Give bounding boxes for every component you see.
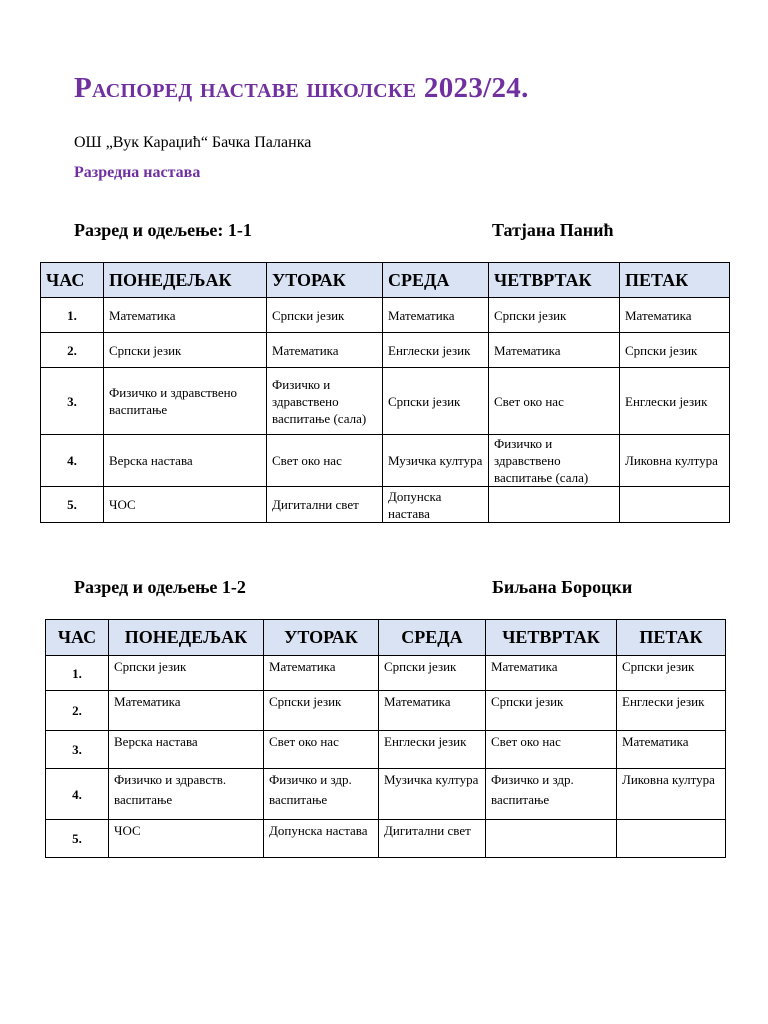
period-number: 4. bbox=[41, 435, 104, 487]
table-cell: Физичко и здр. васпитање bbox=[486, 769, 617, 820]
table-cell: Математика bbox=[104, 298, 267, 333]
header-cell: СРЕДА bbox=[383, 263, 489, 298]
table-cell: Енглески језик bbox=[379, 731, 486, 769]
table-header-row bbox=[41, 263, 730, 298]
period-number: 3. bbox=[46, 731, 109, 769]
class-label: Разред и одељење: 1-1 bbox=[74, 220, 252, 240]
table-cell: Физичко и здравствено васпитање (сала) bbox=[267, 368, 383, 435]
header-cell: ЧАС bbox=[46, 620, 109, 656]
period-number: 1. bbox=[41, 298, 104, 333]
header-cell: ЧЕТВРТАК bbox=[486, 620, 617, 656]
table-row bbox=[46, 656, 726, 691]
table-cell: Српски језик bbox=[109, 656, 264, 691]
table-cell bbox=[489, 487, 620, 523]
table-cell: Математика bbox=[379, 691, 486, 731]
table-cell: Српски језик bbox=[379, 656, 486, 691]
table-cell: Верска настава bbox=[104, 435, 267, 487]
table-cell: Верска настава bbox=[109, 731, 264, 769]
header-cell: УТОРАК bbox=[267, 263, 383, 298]
table-cell: Српски језик bbox=[620, 333, 730, 368]
table-cell: Српски језик bbox=[489, 298, 620, 333]
table-row bbox=[41, 368, 730, 435]
table-cell: ЧОС bbox=[109, 820, 264, 858]
table-cell: Математика bbox=[267, 333, 383, 368]
table-cell bbox=[620, 487, 730, 523]
period-number: 5. bbox=[46, 820, 109, 858]
table-row bbox=[41, 298, 730, 333]
school-name: ОШ „Вук Караџић“ Бачка Паланка bbox=[74, 134, 312, 151]
schedule-table bbox=[45, 619, 726, 858]
header-cell: УТОРАК bbox=[264, 620, 379, 656]
period-number: 4. bbox=[46, 769, 109, 820]
table-cell: Физичко и здр. васпитање bbox=[264, 769, 379, 820]
table-cell: Српски језик bbox=[267, 298, 383, 333]
teacher-name: Биљана Бороцки bbox=[492, 577, 633, 597]
table-row bbox=[46, 691, 726, 731]
table-cell: Српски језик bbox=[264, 691, 379, 731]
table-cell: Математика bbox=[620, 298, 730, 333]
page-title: Распоред наставе школске 2023/24. bbox=[74, 72, 529, 104]
table-cell: Математика bbox=[617, 731, 726, 769]
table-cell: Музичка култура bbox=[383, 435, 489, 487]
table-cell: Енглески језик bbox=[383, 333, 489, 368]
period-number: 1. bbox=[46, 656, 109, 691]
table-cell: Свет око нас bbox=[267, 435, 383, 487]
table-cell: ЧОС bbox=[104, 487, 267, 523]
table-cell: Допунска настава bbox=[383, 487, 489, 523]
schedule-table bbox=[40, 262, 730, 523]
period-number: 2. bbox=[41, 333, 104, 368]
header-cell: ЧАС bbox=[41, 263, 104, 298]
table-row bbox=[41, 487, 730, 523]
period-number: 5. bbox=[41, 487, 104, 523]
table-cell: Енглески језик bbox=[620, 368, 730, 435]
header-cell: СРЕДА bbox=[379, 620, 486, 656]
table-cell: Дигитални свет bbox=[379, 820, 486, 858]
department-label: Разредна настава bbox=[74, 164, 201, 181]
table-cell: Математика bbox=[486, 656, 617, 691]
header-cell: ПОНЕДЕЉАК bbox=[104, 263, 267, 298]
table-cell: Ликовна култура bbox=[617, 769, 726, 820]
header-cell: ЧЕТВРТАК bbox=[489, 263, 620, 298]
table-row bbox=[46, 731, 726, 769]
header-cell: ПЕТАК bbox=[620, 263, 730, 298]
period-number: 3. bbox=[41, 368, 104, 435]
table-cell: Физичко и здравствено васпитање bbox=[104, 368, 267, 435]
table-cell: Енглески језик bbox=[617, 691, 726, 731]
table-cell: Свет око нас bbox=[264, 731, 379, 769]
table-cell: Физичко и здравств. васпитање bbox=[109, 769, 264, 820]
table-row bbox=[46, 820, 726, 858]
header-cell: ПОНЕДЕЉАК bbox=[109, 620, 264, 656]
table-cell: Ликовна култура bbox=[620, 435, 730, 487]
table-cell: Математика bbox=[109, 691, 264, 731]
teacher-name: Татјана Панић bbox=[492, 220, 614, 240]
table-cell: Српски језик bbox=[486, 691, 617, 731]
table-cell: Музичка култура bbox=[379, 769, 486, 820]
table-cell: Допунска настава bbox=[264, 820, 379, 858]
table-cell: Српски језик bbox=[617, 656, 726, 691]
header-cell: ПЕТАК bbox=[617, 620, 726, 656]
period-number: 2. bbox=[46, 691, 109, 731]
table-cell: Математика bbox=[383, 298, 489, 333]
table-cell bbox=[486, 820, 617, 858]
table-cell: Физичко и здравствено васпитање (сала) bbox=[489, 435, 620, 487]
table-cell: Математика bbox=[489, 333, 620, 368]
table-header-row bbox=[46, 620, 726, 656]
table-cell: Српски језик bbox=[104, 333, 267, 368]
table-row bbox=[41, 435, 730, 487]
table-row bbox=[46, 769, 726, 820]
class-label: Разред и одељење 1-2 bbox=[74, 577, 246, 597]
table-cell: Свет око нас bbox=[489, 368, 620, 435]
table-cell: Свет око нас bbox=[486, 731, 617, 769]
table-cell: Српски језик bbox=[383, 368, 489, 435]
table-cell: Дигитални свет bbox=[267, 487, 383, 523]
table-cell bbox=[617, 820, 726, 858]
table-cell: Математика bbox=[264, 656, 379, 691]
table-row bbox=[41, 333, 730, 368]
